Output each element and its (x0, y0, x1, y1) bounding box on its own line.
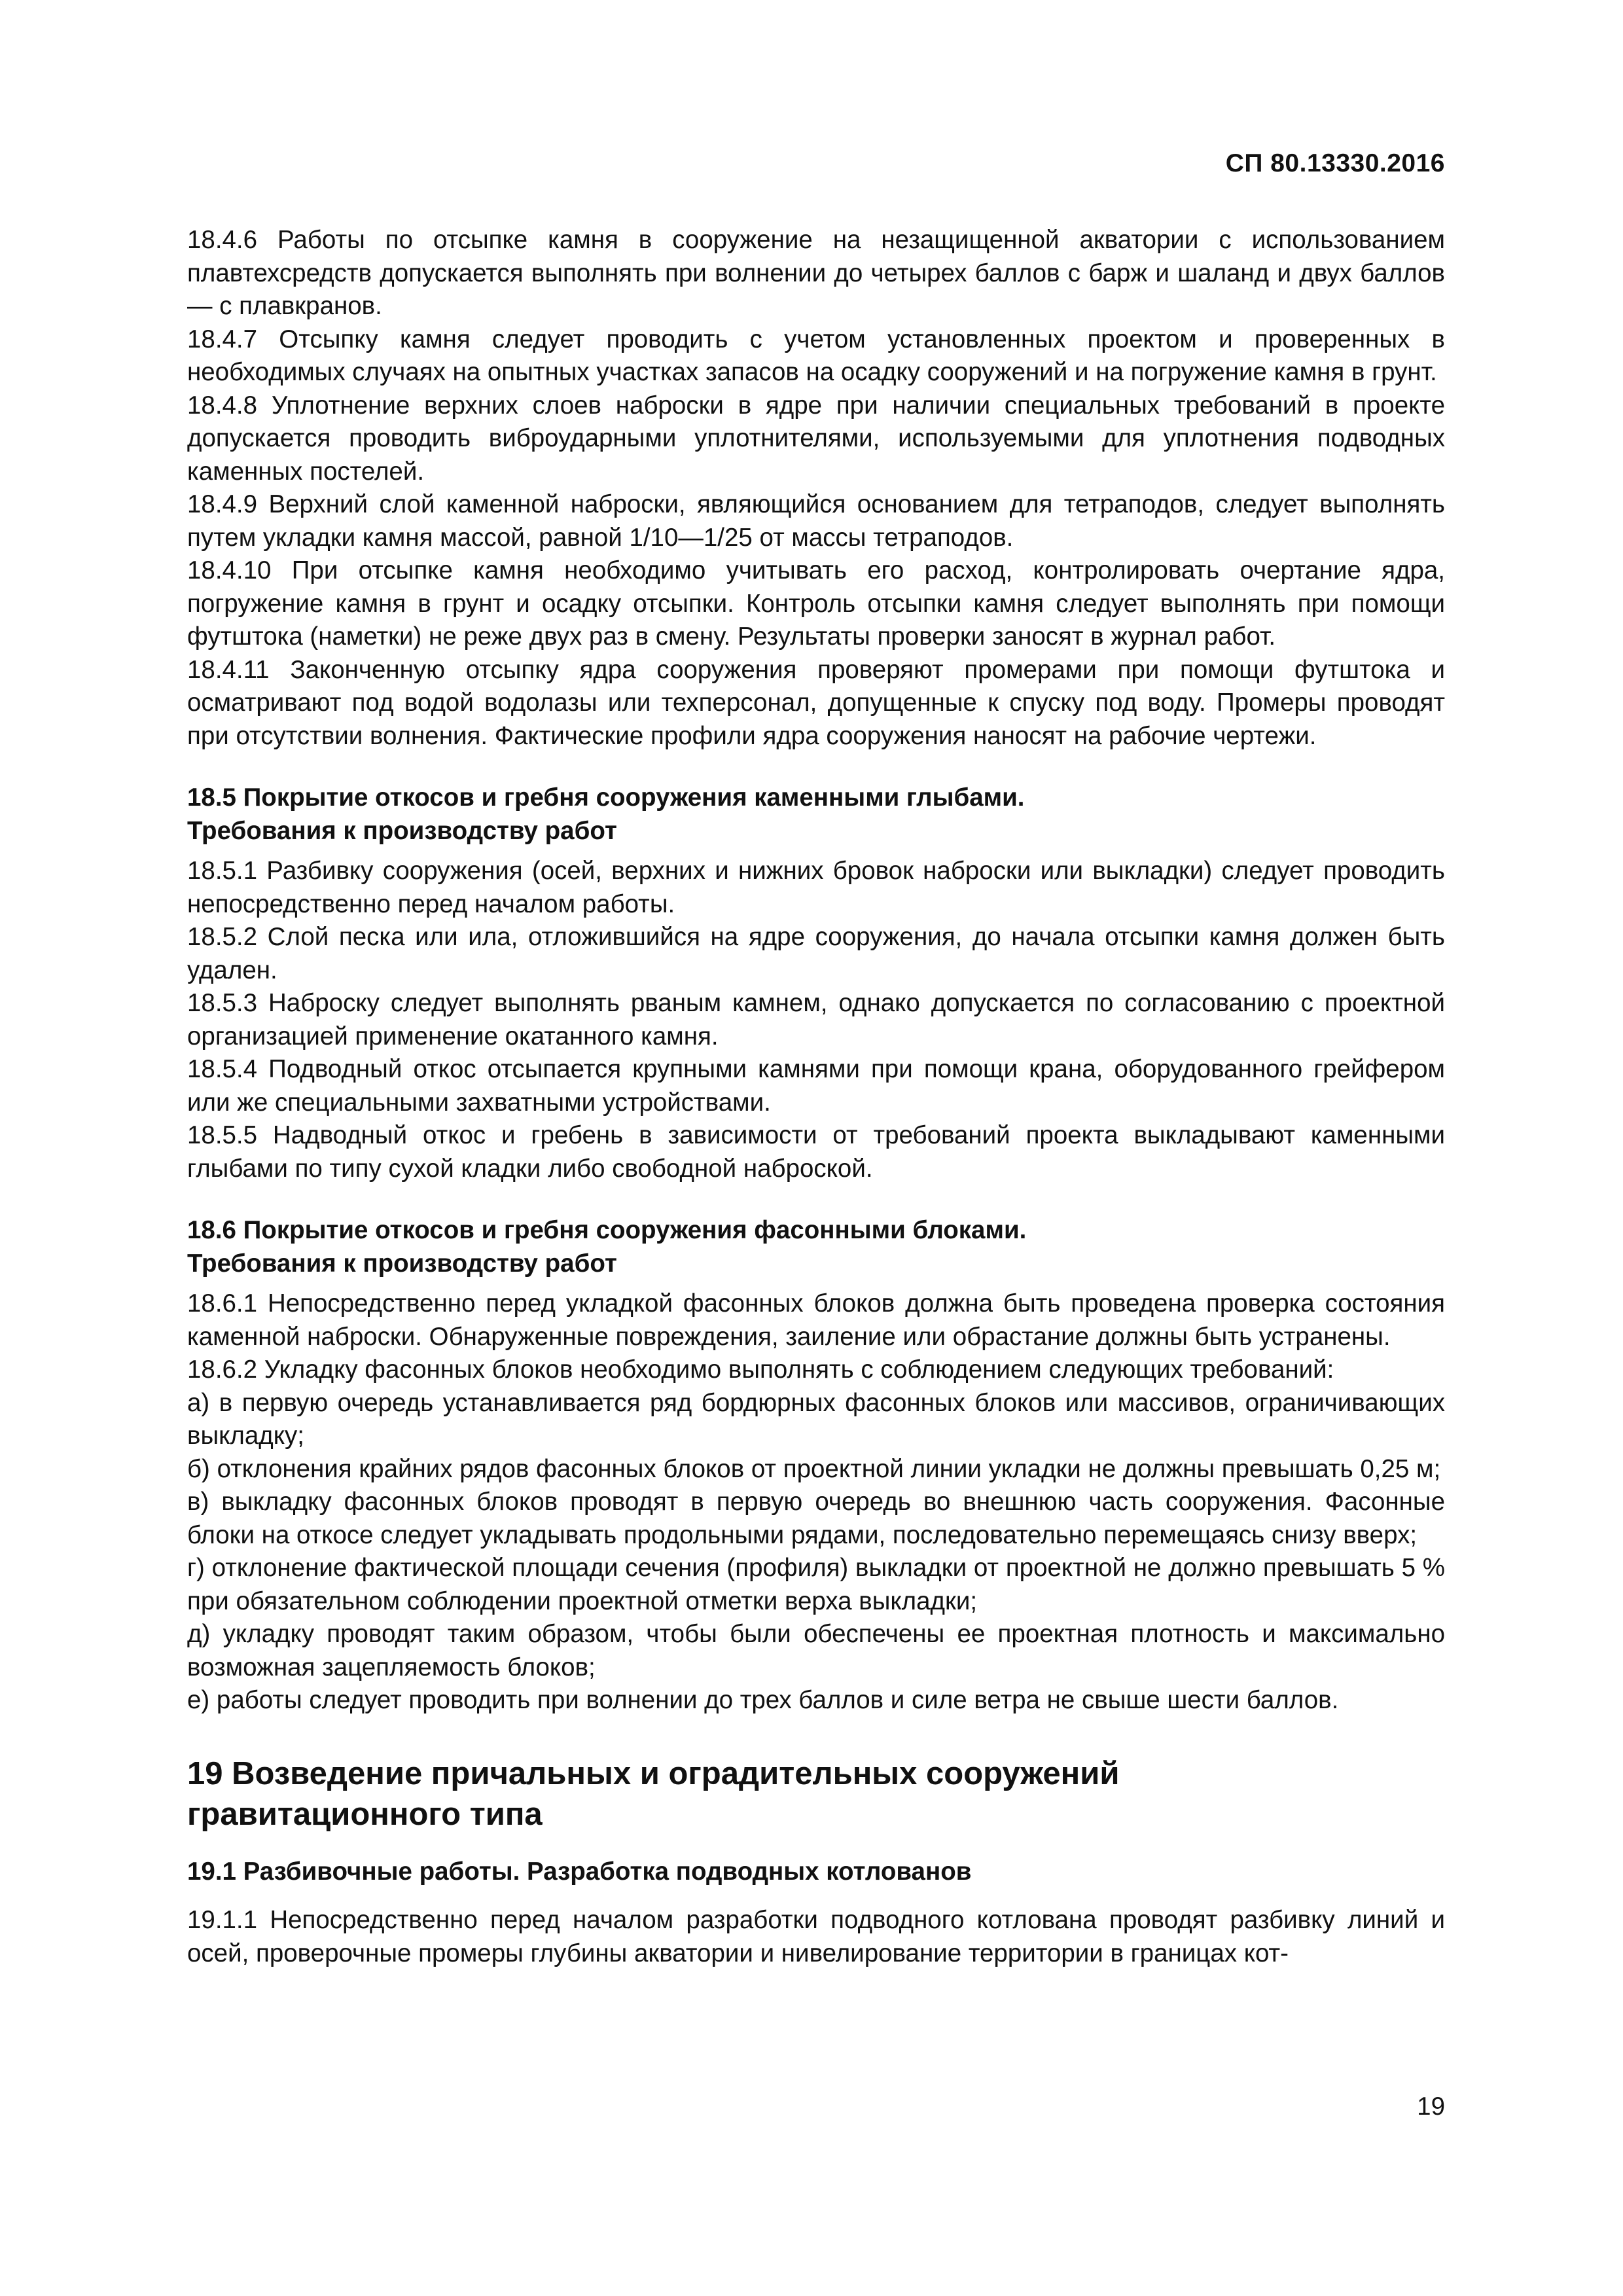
list-item-b: б) отклонения крайних рядов фасонных блоков от проектной линии укладки не должны превышать 0,25 м; (187, 1454, 1441, 1483)
section-18-5-title-line1: 18.5 Покрытие откосов и гребня сооружения каменными глыбами. (187, 783, 1025, 812)
paragraph-18-6-2: 18.6.2 Укладку фасонных блоков необходимо выполнять с соблюдением следующих требований: (187, 1355, 1334, 1384)
section-18-5-heading (187, 781, 1445, 848)
section-18-6-heading (187, 1214, 1445, 1280)
paragraph-18-4-10: 18.4.10 При отсыпке камня необходимо учитывать его расход, контролировать очертание ядра, погружение камня в грунт и осадку отсыпки. Контроль отсыпки камня следует выполнять при помощи футштока (наметки) не реже двух раз в смену. Результаты проверки заносят в журнал работ. (187, 556, 1445, 651)
document-code: СП 80.13330.2016 (1225, 149, 1445, 177)
list-item-a: а) в первую очередь устанавливается ряд бордюрных фасонных блоков или массивов, ограничивающих выкладку; (187, 1388, 1445, 1450)
paragraph-18-5-5: 18.5.5 Надводный откос и гребень в зависимости от требований проекта выкладывают каменными глыбами по типу сухой кладки либо свободной наброской. (187, 1121, 1445, 1183)
paragraph-18-5-1: 18.5.1 Разбивку сооружения (осей, верхних и нижних бровок наброски или выкладки) следует проводить непосредственно перед началом работы. (187, 857, 1445, 918)
chapter-19-title-line1: 19 Возведение причальных и оградительных сооружений (187, 1755, 1120, 1791)
section-18-6-title-line1: 18.6 Покрытие откосов и гребня сооружения фасонными блоками. (187, 1216, 1027, 1244)
section-18-6-body (187, 1287, 1445, 1717)
document-page (187, 0, 1445, 2296)
paragraph-18-6-1: 18.6.1 Непосредственно перед укладкой фасонных блоков должна быть проведена проверка состояния каменной наброски. Обнаруженные повреждения, заиление или обрастание должны быть устранены. (187, 1289, 1445, 1351)
section-18-5-body (187, 855, 1445, 1185)
paragraph-18-5-2: 18.5.2 Слой песка или ила, отложившийся на ядре сооружения, до начала отсыпки камня должен быть удален. (187, 923, 1445, 984)
section-18-5-title-line2: Требования к производству работ (187, 816, 617, 845)
paragraph-18-4-7: 18.4.7 Отсыпку камня следует проводить с учетом установленных проектом и проверенных в необходимых случаях на опытных участках запасов на осадку сооружений и на погружение камня в грунт. (187, 325, 1445, 386)
section-19-1-title: 19.1 Разбивочные работы. Разработка подводных котлованов (187, 1857, 972, 1886)
paragraph-18-4-6: 18.4.6 Работы по отсыпке камня в сооружение на незащищенной акватории с использованием плавтехсредств допускается выполнять при волнении до четырех баллов с барж и шаланд и двух баллов — с плавкранов. (187, 226, 1445, 320)
paragraph-19-1-1: 19.1.1 Непосредственно перед началом разработки подводного котлована проводят разбивку линий и осей, проверочные промеры глубины акватории и нивелирование территории в границах кот- (187, 1906, 1445, 1967)
paragraph-18-5-3: 18.5.3 Наброску следует выполнять рваным камнем, однако допускается по согласованию с проектной организацией применение окатанного камня. (187, 989, 1445, 1050)
section-18-6-title-line2: Требования к производству работ (187, 1249, 617, 1278)
chapter-19-title-line2: гравитационного типа (187, 1796, 543, 1832)
paragraph-18-4-9: 18.4.9 Верхний слой каменной наброски, являющийся основанием для тетраподов, следует выполнять путем укладки камня массой, равной 1/10—1/25 от массы тетраподов. (187, 490, 1445, 552)
list-item-g: г) отклонение фактической площади сечения (профиля) выкладки от проектной не должно превышать 5 % при обязательном соблюдении проектной отметки верха выкладки; (187, 1554, 1445, 1615)
section-18-4-continued (187, 224, 1445, 753)
paragraph-18-4-8: 18.4.8 Уплотнение верхних слоев наброски в ядре при наличии специальных требований в проекте допускается проводить виброударными уплотнителями, используемыми для уплотнения подводных каменных постелей. (187, 391, 1445, 486)
paragraph-18-5-4: 18.5.4 Подводный откос отсыпается крупными камнями при помощи крана, оборудованного грейфером или же специальными захватными устройствами. (187, 1055, 1445, 1117)
paragraph-18-4-11: 18.4.11 Законченную отсыпку ядра сооружения проверяют промерами при помощи футштока и осматривают под водой водолазы или техперсонал, допущенные к спуску под воду. Промеры проводят при отсутствии волнения. Фактические профили ядра сооружения наносят на рабочие чертежи. (187, 655, 1445, 750)
chapter-19-title (187, 1753, 1445, 1835)
body-text (187, 224, 1445, 1970)
list-item-e: е) работы следует проводить при волнении до трех баллов и силе ветра не свыше шести баллов. (187, 1686, 1339, 1714)
list-item-v: в) выкладку фасонных блоков проводят в первую очередь во внешнюю часть сооружения. Фасонные блоки на откосе следует укладывать продольными рядами, последовательно перемещаясь снизу вверх; (187, 1488, 1445, 1549)
list-item-d: д) укладку проводят таким образом, чтобы были обеспечены ее проектная плотность и максимально возможная зацепляемость блоков; (187, 1620, 1445, 1681)
page-number: 19 (1417, 2092, 1445, 2121)
